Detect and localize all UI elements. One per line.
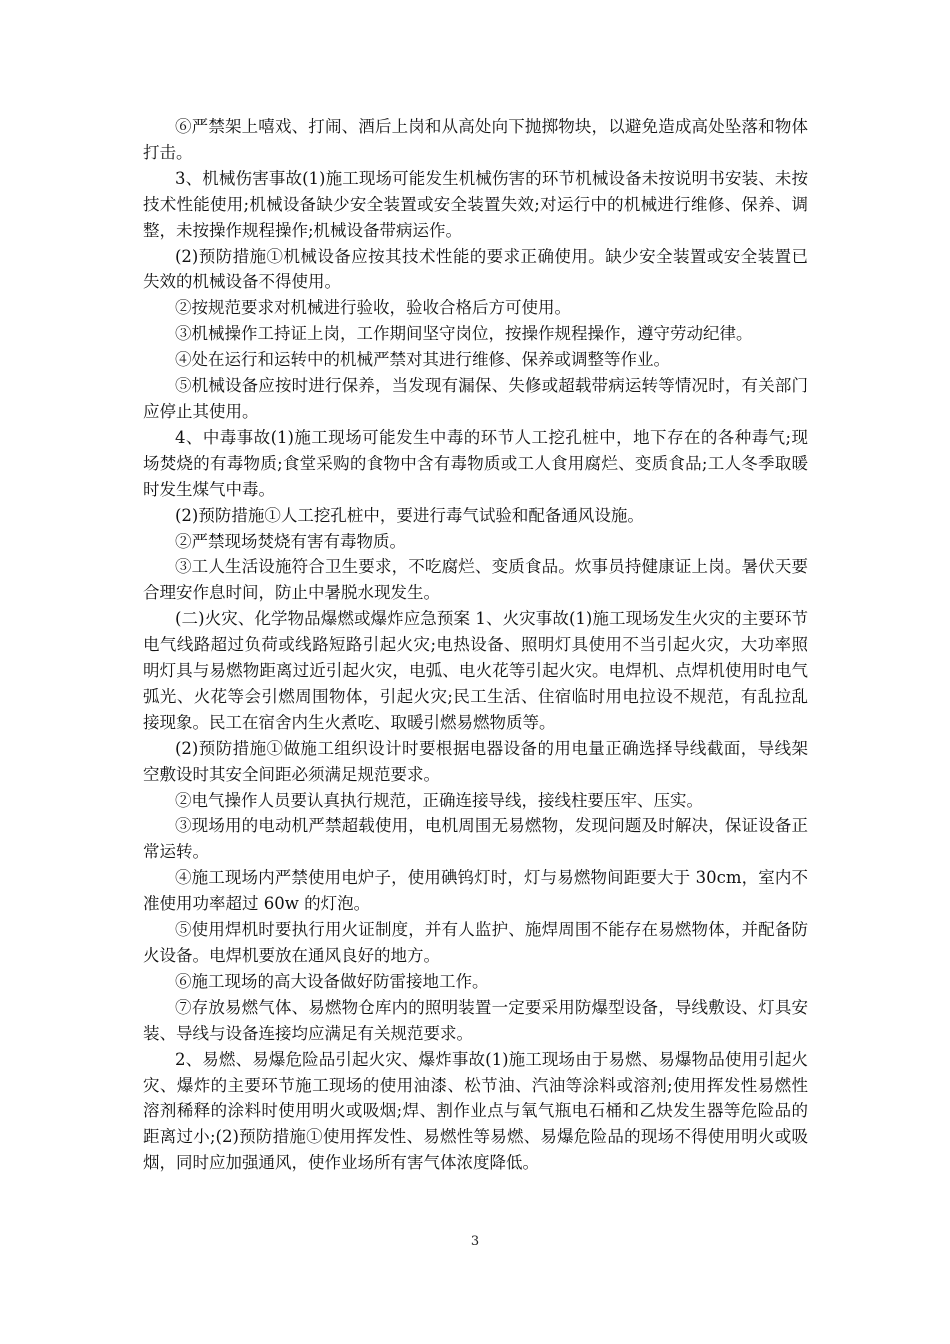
paragraph: ②按规范要求对机械进行验收，验收合格后方可使用。 xyxy=(175,298,571,318)
document-body xyxy=(143,114,808,1176)
paragraph: ③现场用的电动机严禁超载使用，电机周围无易燃物，发现问题及时解决，保证设备正常运转。 xyxy=(143,816,808,862)
paragraph: (二)火灾、化学物品爆燃或爆炸应急预案 1、火灾事故(1)施工现场发生火灾的主要环节电气线路超过负荷或线路短路引起火灾;电热设备、照明灯具使用不当引起火灾，大功率照明灯具与易燃物距离过近引起火灾，电弧、电火花等引起火灾。电焊机、点焊机使用时电气弧光、火花等会引燃周围物体，引起火灾;民工生活、住宿临时用电拉设不规范，有乱拉乱接现象。民工在宿舍内生火煮吃、取暖引燃易燃物质等。 xyxy=(143,609,808,732)
paragraph: (2)预防措施①做施工组织设计时要根据电器设备的用电量正确选择导线截面，导线架空敷设时其安全间距必须满足规范要求。 xyxy=(143,738,808,784)
paragraph: ⑤机械设备应按时进行保养，当发现有漏保、失修或超载带病运转等情况时，有关部门应停止其使用。 xyxy=(143,376,808,421)
paragraph: ⑥严禁架上嘻戏、打闹、酒后上岗和从高处向下抛掷物块，以避免造成高处坠落和物体打击。 xyxy=(143,117,808,162)
paragraph: ②严禁现场焚烧有害有毒物质。 xyxy=(175,531,406,551)
paragraph: (2)预防措施①机械设备应按其技术性能的要求正确使用。缺少安全装置或安全装置已失效的机械设备不得使用。 xyxy=(143,246,808,292)
paragraph: ⑥施工现场的高大设备做好防雷接地工作。 xyxy=(175,971,489,991)
paragraph: ⑤使用焊机时要执行用火证制度，并有人监护、施焊周围不能存在易燃物体，并配备防火设备。电焊机要放在通风良好的地方。 xyxy=(143,920,808,965)
paragraph: ③机械操作工持证上岗，工作期间坚守岗位，按操作规程操作，遵守劳动纪律。 xyxy=(175,324,753,344)
paragraph: (2)预防措施①人工挖孔桩中，要进行毒气试验和配备通风设施。 xyxy=(175,505,644,525)
paragraph: 3、机械伤害事故(1)施工现场可能发生机械伤害的环节机械设备未按说明书安装、未按技术性能使用;机械设备缺少安全装置或安全装置失效;对运行中的机械进行维修、保养、调整，未按操作规程操作;机械设备带病运作。 xyxy=(143,168,808,240)
paragraph: ④处在运行和运转中的机械严禁对其进行维修、保养或调整等作业。 xyxy=(175,350,670,370)
paragraph: ④施工现场内严禁使用电炉子，使用碘钨灯时，灯与易燃物间距要大于 30cm，室内不准使用功率超过 60w 的灯泡。 xyxy=(143,868,808,914)
paragraph: ③工人生活设施符合卫生要求，不吃腐烂、变质食品。炊事员持健康证上岗。暑伏天要合理安作息时间，防止中暑脱水现发生。 xyxy=(143,557,808,603)
paragraph: ⑦存放易燃气体、易燃物仓库内的照明装置一定要采用防爆型设备，导线敷设、灯具安装、导线与设备连接均应满足有关规范要求。 xyxy=(143,997,808,1043)
paragraph: 2、易燃、易爆危险品引起火灾、爆炸事故(1)施工现场由于易燃、易爆物品使用引起火灾、爆炸的主要环节施工现场的使用油漆、松节油、汽油等涂料或溶剂;使用挥发性易燃性溶剂稀释的涂料时使用明火或吸烟;焊、割作业点与氧气瓶电石桶和乙炔发生器等危险品的距离过小;(2)预防措施①使用挥发性、易燃性等易燃、易爆危险品的现场不得使用明火或吸烟，同时应加强通风，使作业场所有害气体浓度降低。 xyxy=(143,1049,808,1173)
page-number: 3 xyxy=(470,1234,480,1249)
paragraph: 4、中毒事故(1)施工现场可能发生中毒的环节人工挖孔桩中，地下存在的各种毒气;现场焚烧的有毒物质;食堂采购的食物中含有毒物质或工人食用腐烂、变质食品;工人冬季取暖时发生煤气中毒。 xyxy=(143,427,808,499)
paragraph: ②电气操作人员要认真执行规范，正确连接导线，接线柱要压牢、压实。 xyxy=(175,790,703,810)
